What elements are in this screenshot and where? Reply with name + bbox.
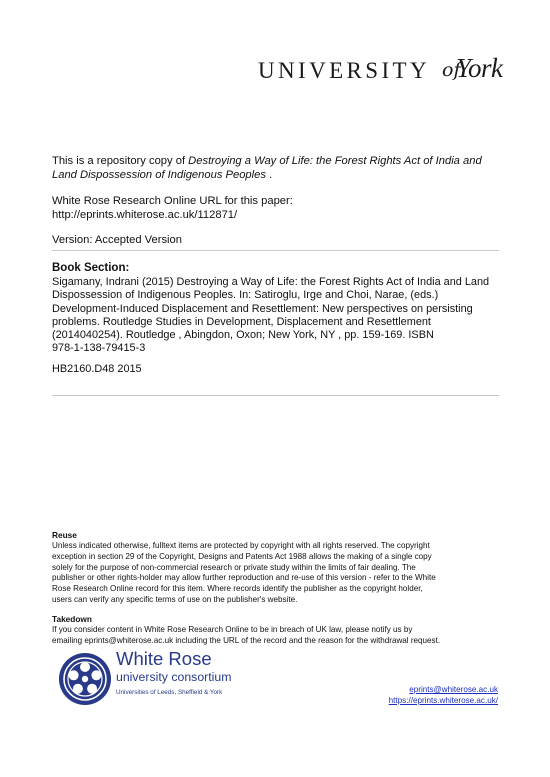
takedown-line: emailing eprints@whiterose.ac.uk including the URL of the record and the reason for the withdrawal request. [52,635,441,645]
white-rose-consortium-logo [58,648,232,712]
divider-top [52,250,499,251]
citation-line: problems. Routledge Studies in Development, Displacement and Resettlement [52,315,431,328]
citation-line: Sigamany, Indrani (2015) Destroying a Way of Life: the Forest Rights Act of India and Land [52,276,490,288]
paper-title-part-2: Land Dispossession of Indigenous Peoples [52,169,266,181]
reuse-line: solely for the purpose of non-commercial research or private study within the limits of fair dealing. The [52,562,416,572]
takedown-line: If you consider content in White Rose Research Online to be in breach of UK law, please notify us by [52,625,413,634]
citation-line: Dispossession of Indigenous Peoples. In: Satiroglu, Irge and Choi, Narae, (eds.) [52,289,439,302]
citation-line: Development-Induced Displacement and Resettlement: New perspectives on persisting [52,302,473,315]
reuse-line: Unless indicated otherwise, fulltext items are protected by copyright with all rights reserved. The copyright [52,541,430,550]
white-rose-wordmark: White Rose [116,648,212,669]
reuse-body [52,541,436,606]
citation-line: (2014040254). Routledge , Abingdon, Oxon; New York, NY , pp. 159-169. ISBN [52,329,434,342]
reuse-line: publisher or other rights-holder may allow further reproduction and re-use of this version - refer to the White [52,573,436,583]
consortium-members: Universities of Leeds, Sheffield & York [116,689,223,696]
reuse-line: Rose Research Online record for this item. Where records identify the publisher as the copyright holder, [52,584,423,594]
takedown-heading: Takedown [52,614,92,624]
email-link[interactable]: eprints@whiterose.ac.uk [409,685,498,694]
reuse-heading: Reuse [52,530,77,540]
website-link[interactable]: https://eprints.whiterose.ac.uk/ [388,696,498,705]
takedown-body [52,625,440,647]
paper-title-suffix: . [265,169,273,181]
book-section-citation [52,276,504,356]
consortium-wordmark: university consortium [116,670,232,684]
repository-title-line-2 [52,168,272,182]
citation-line: 978-1-138-79415-3 [52,342,146,355]
repository-intro: This is a repository copy of [52,155,189,167]
university-of-york-logo [258,53,503,90]
logo-university-text: UNIVERSITY [258,58,430,83]
paper-title-part-1: Destroying a Way of Life: the Forest Rights Act of India and [188,155,482,167]
classification-number: HB2160.D48 2015 [52,363,142,375]
reuse-line: users can verify any specific terms of use on the publisher's website. [52,594,298,604]
version-text: Version: Accepted Version [52,234,182,246]
white-rose-emblem-icon [58,652,112,706]
logo-of-text: of [442,59,461,81]
url-label: White Rose Research Online URL for this paper: [52,195,293,207]
logo-york-text: York [456,53,503,83]
book-section-heading: Book Section: [52,262,130,274]
repository-title-line-1 [52,154,482,168]
paper-url[interactable]: http://eprints.whiterose.ac.uk/112871/ [52,209,238,221]
reuse-line: exception in section 29 of the Copyright, Designs and Patents Act 1988 allows the making of a single copy [52,551,432,561]
divider-bottom [52,395,499,396]
